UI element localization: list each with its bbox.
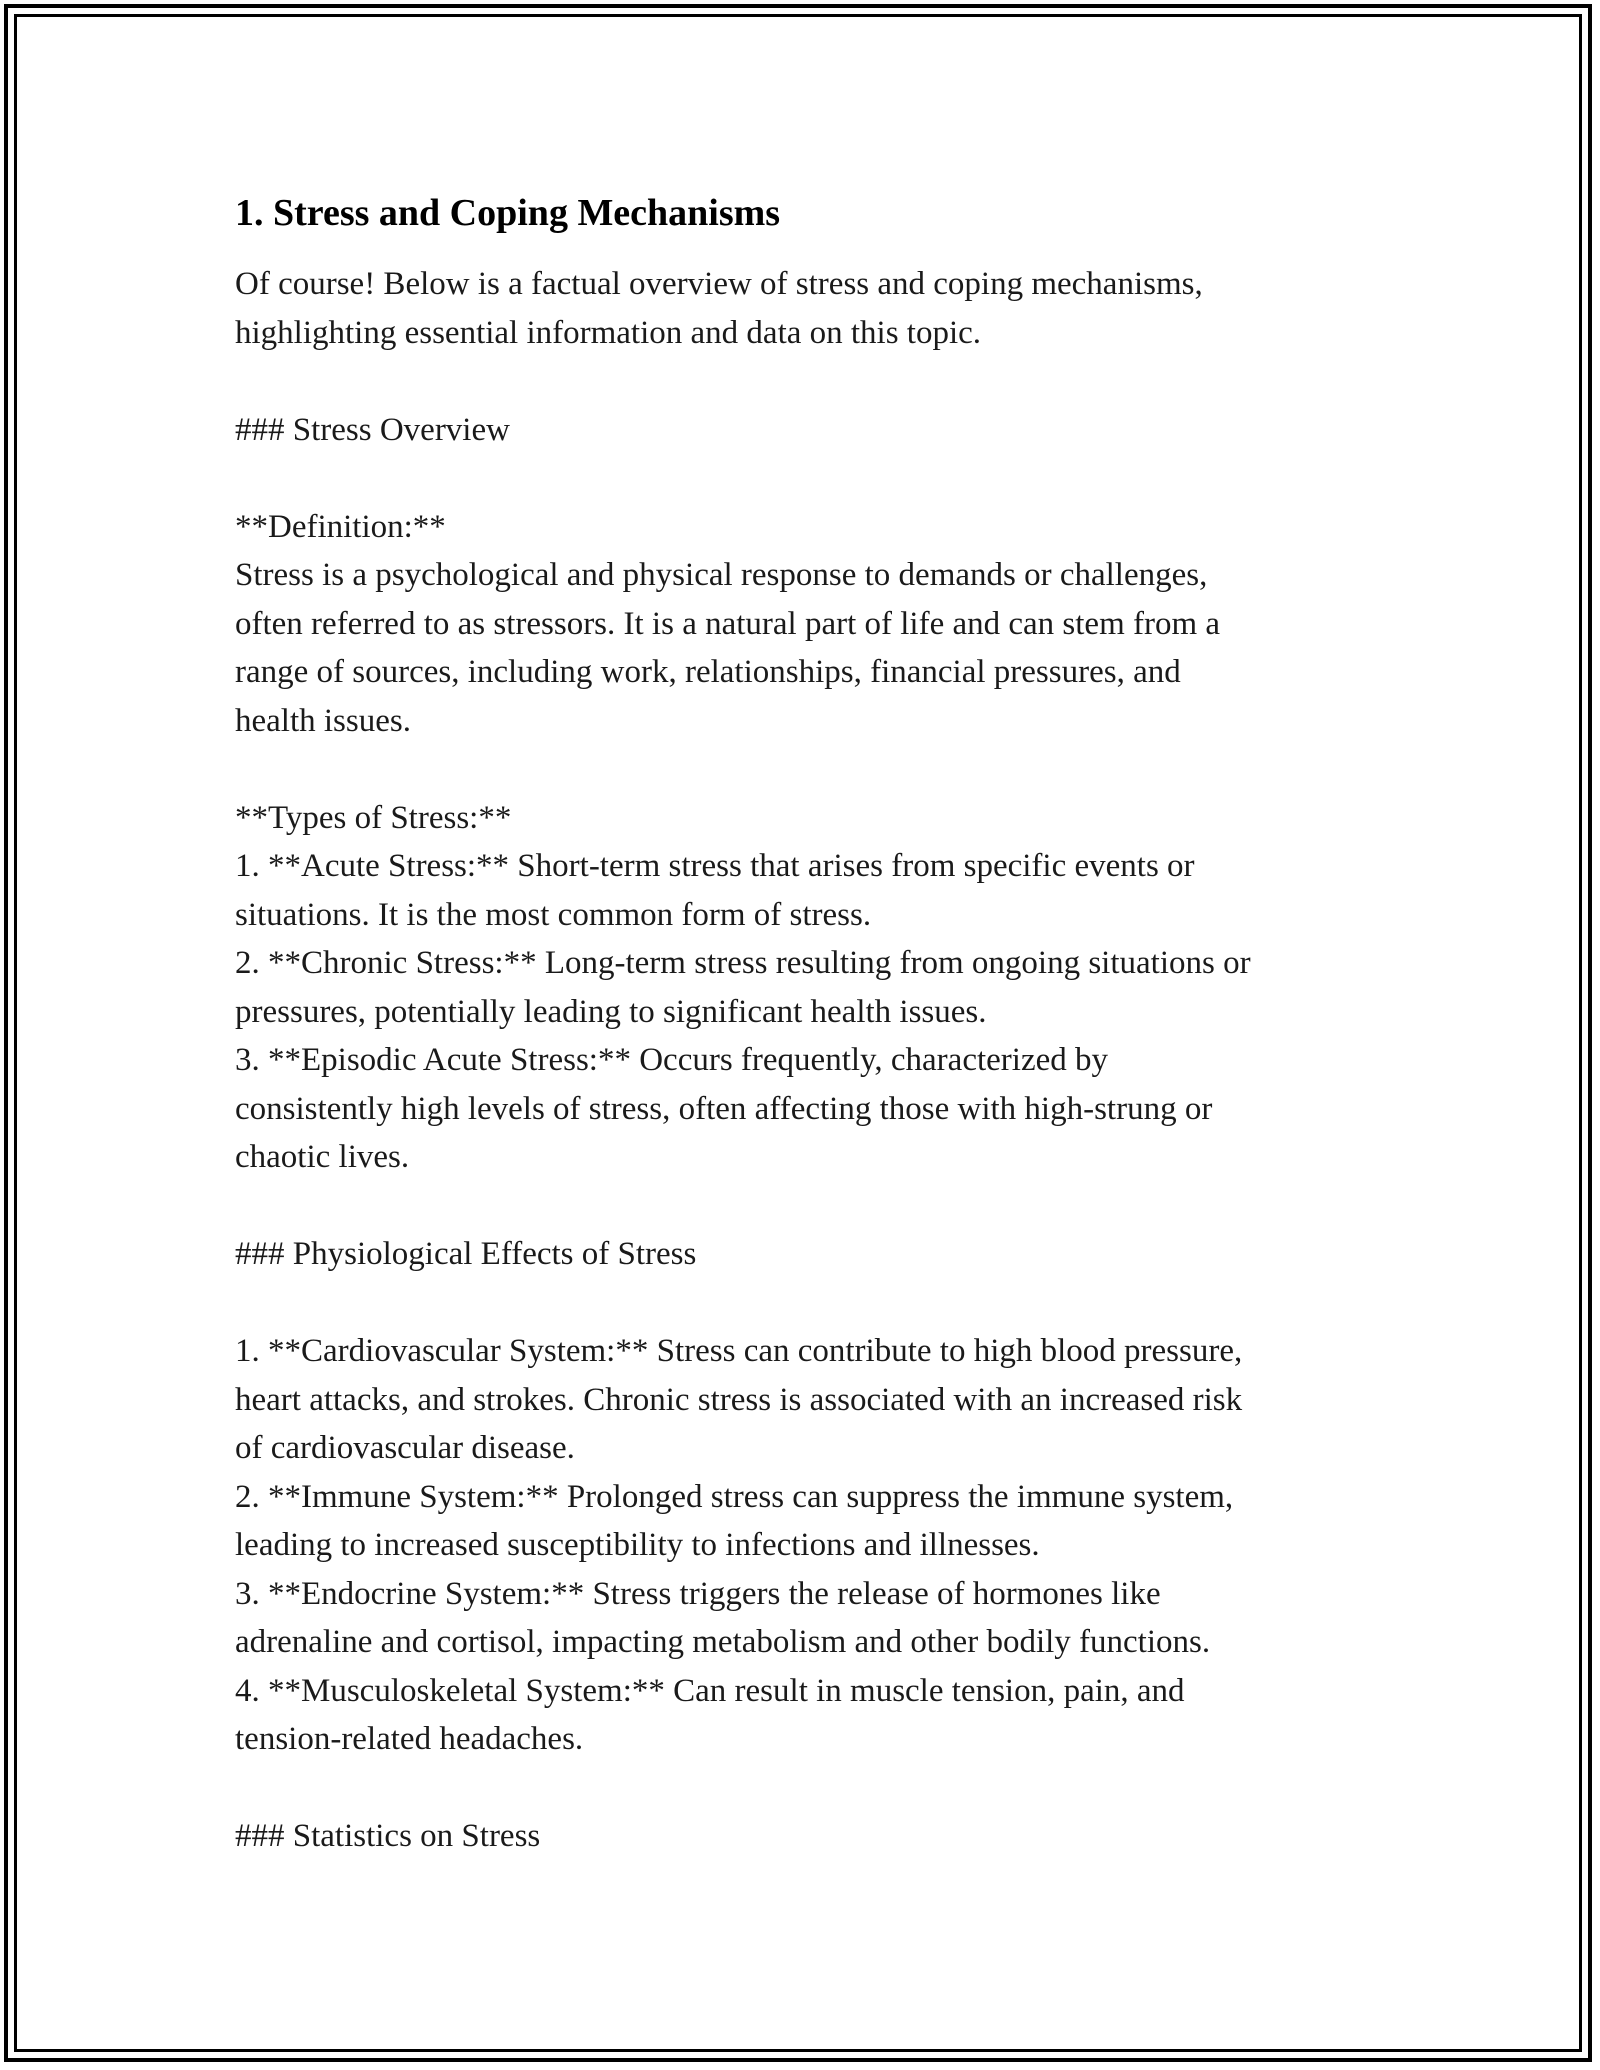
document-title: 1. Stress and Coping Mechanisms xyxy=(235,192,781,234)
text-line: highlighting essential information and data on this topic. xyxy=(235,314,982,351)
text-line: 3. **Episodic Acute Stress:** Occurs frequently, characterized by xyxy=(235,1042,1108,1078)
text-line: adrenaline and cortisol, impacting metabolism and other bodily functions. xyxy=(235,1624,1211,1660)
text-line: 3. **Endocrine System:** Stress triggers the release of hormones like xyxy=(235,1575,1161,1612)
text-line: often referred to as stressors. It is a natural part of life and can stem from a xyxy=(235,605,1221,642)
text-line: pressures, potentially leading to significant health issues. xyxy=(235,993,987,1030)
blank-line xyxy=(235,1182,1405,1231)
section-heading: ### Physiological Effects of Stress xyxy=(235,1236,697,1272)
text-line: of cardiovascular disease. xyxy=(235,1430,575,1466)
text-line: 2. **Immune System:** Prolonged stress can suppress the immune system, xyxy=(235,1478,1234,1515)
text-line: 4. **Musculoskeletal System:** Can result in muscle tension, pain, and xyxy=(235,1672,1185,1709)
text-line: 2. **Chronic Stress:** Long-term stress resulting from ongoing situations or xyxy=(235,945,1251,981)
blank-line xyxy=(235,454,1405,503)
text-line: heart attacks, and strokes. Chronic stress is associated with an increased risk xyxy=(235,1381,1243,1418)
section-heading: ### Statistics on Stress xyxy=(235,1818,541,1854)
document-text xyxy=(235,260,1405,1861)
text-line: chaotic lives. xyxy=(235,1139,410,1175)
text-line: Stress is a psychological and physical response to demands or challenges, xyxy=(235,557,1208,593)
text-line: **Types of Stress:** xyxy=(235,799,512,836)
blank-line xyxy=(235,357,1405,406)
text-line: situations. It is the most common form of stress. xyxy=(235,896,872,933)
text-line: health issues. xyxy=(235,702,411,739)
text-line: 1. **Cardiovascular System:** Stress can contribute to high blood pressure, xyxy=(235,1333,1243,1369)
text-line: tension-related headaches. xyxy=(235,1721,584,1757)
blank-line xyxy=(235,745,1405,794)
blank-line xyxy=(235,1279,1405,1328)
section-heading: ### Stress Overview xyxy=(235,411,510,448)
text-line: consistently high levels of stress, often affecting those with high-strung or xyxy=(235,1090,1213,1127)
blank-line xyxy=(235,1764,1405,1813)
text-line: range of sources, including work, relationships, financial pressures, and xyxy=(235,654,1181,690)
document-body xyxy=(235,188,1405,1861)
text-line: Of course! Below is a factual overview of stress and coping mechanisms, xyxy=(235,266,1203,302)
text-line: 1. **Acute Stress:** Short-term stress that arises from specific events or xyxy=(235,848,1195,884)
text-line: **Definition:** xyxy=(235,508,446,545)
text-line: leading to increased susceptibility to infections and illnesses. xyxy=(235,1527,1040,1563)
